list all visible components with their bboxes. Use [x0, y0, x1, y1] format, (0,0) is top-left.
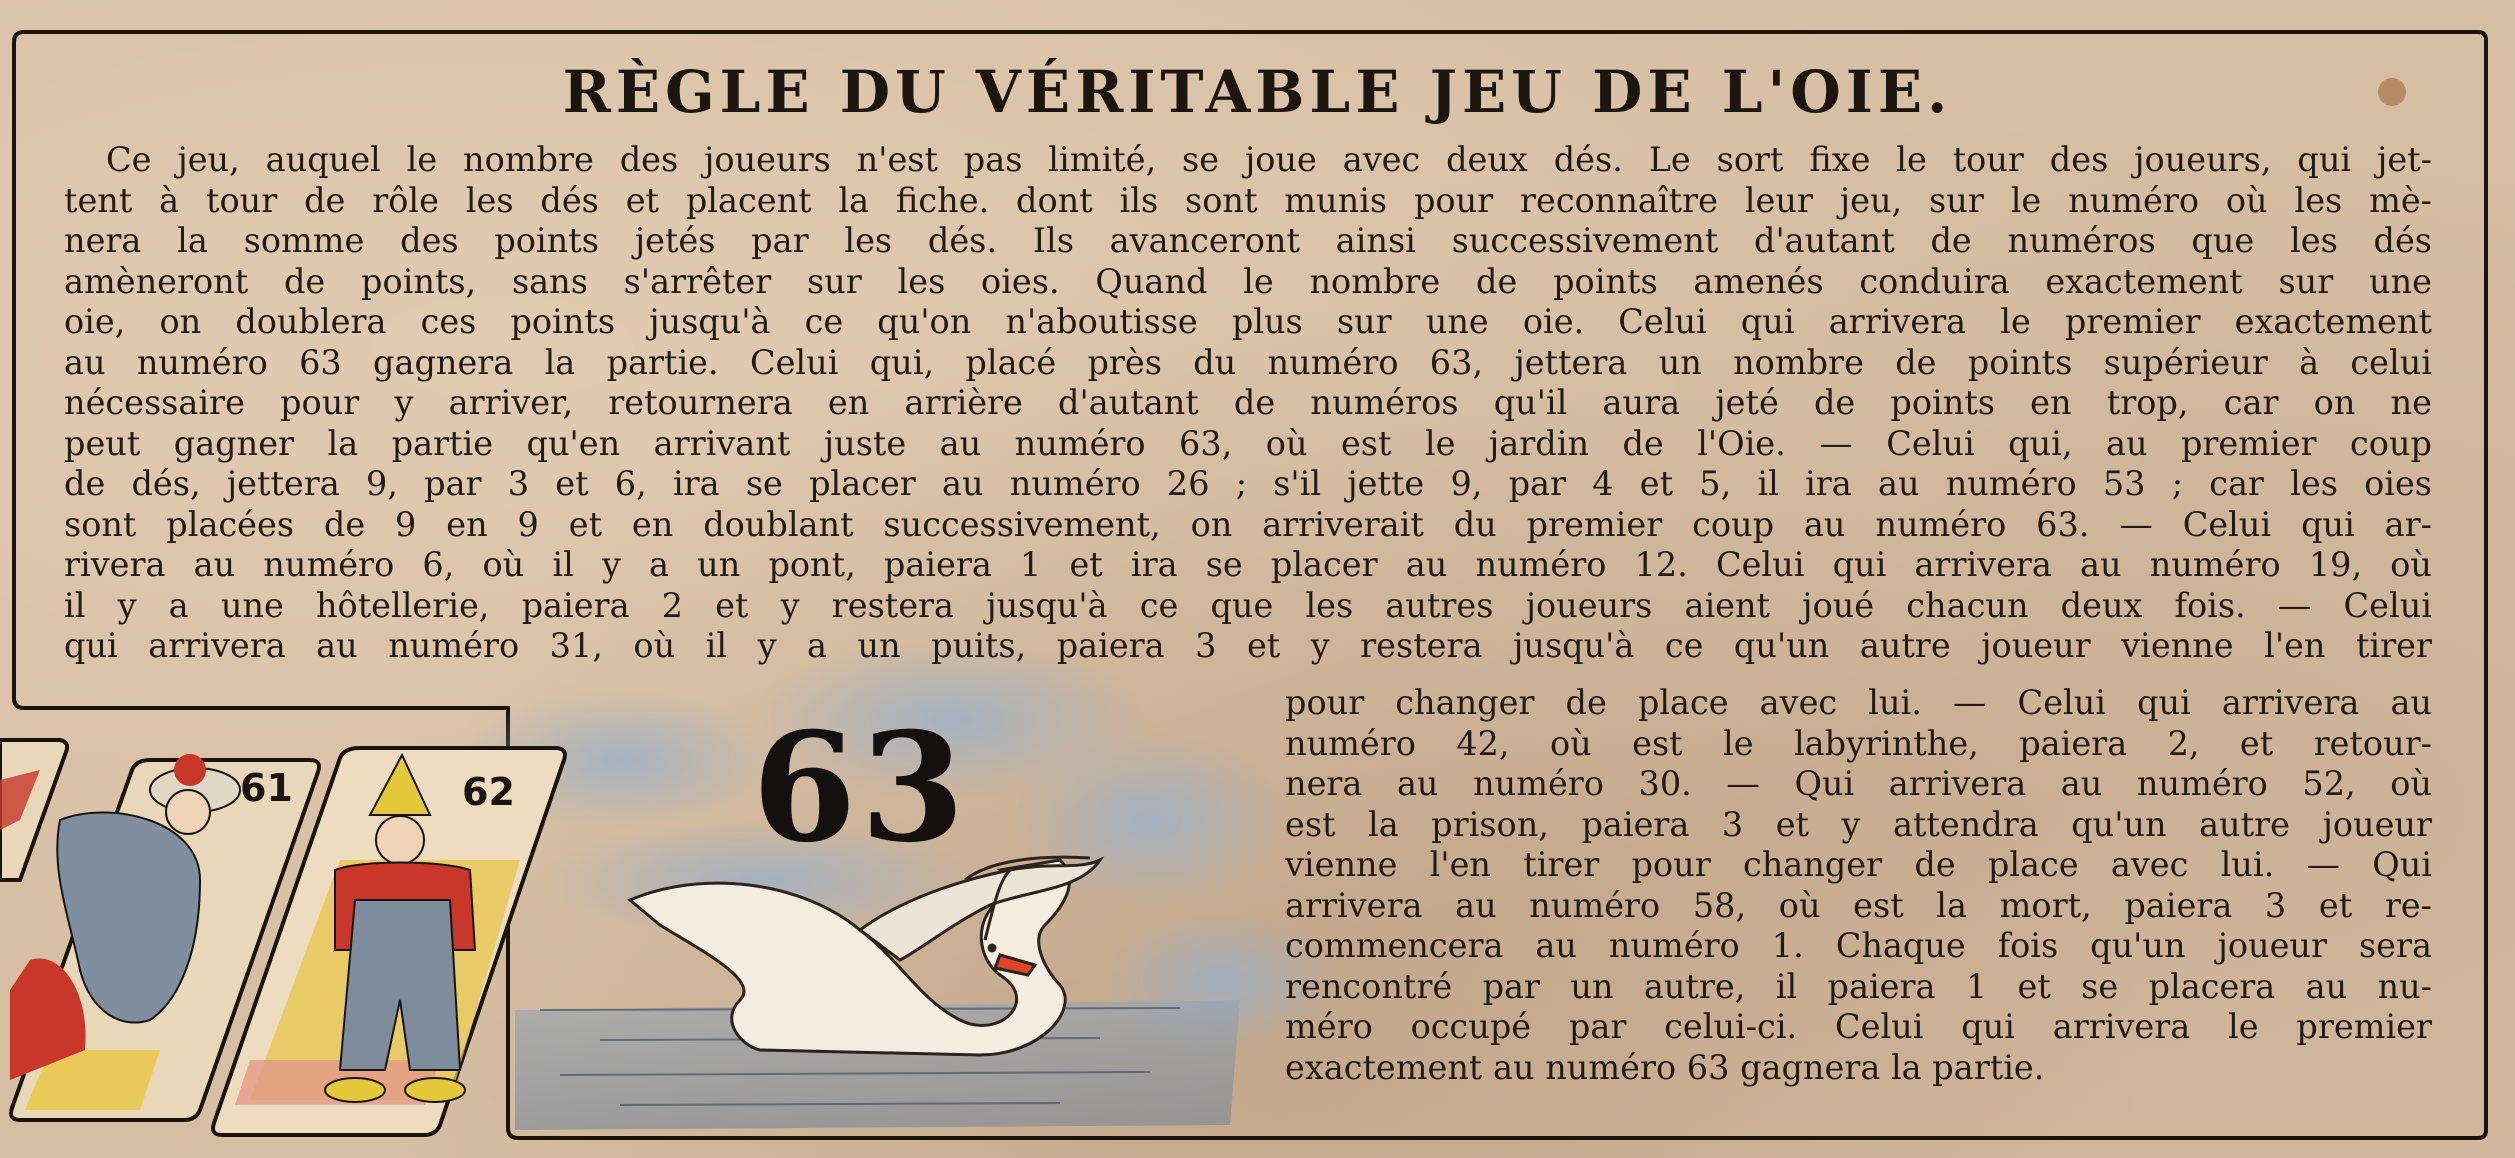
rules-line-right: exactement au numéro 63 gagnera la partie. — [1285, 1047, 2045, 1087]
rules-line-right: numéro 42, où est le labyrinthe, paiera 2, et retour- — [1285, 723, 2432, 763]
rules-line-right: est la prison, paiera 3 et y attendra qu'un autre joueur — [1285, 804, 2432, 844]
rules-line-top: peut gagner la partie qu'en arrivant juste au numéro 63, où est le jardin de l'Oie. — Celui qui, au premier coup — [64, 423, 2432, 463]
rules-line-top: amèneront de points, sans s'arrêter sur les oies. Quand le nombre de points amenés conduira exactement sur une — [64, 261, 2432, 301]
rules-title: RÈGLE DU VÉRITABLE JEU DE L'OIE. — [562, 58, 1953, 126]
rules-line-top: oie, on doublera ces points jusqu'à ce qu'on n'aboutisse plus sur une oie. Celui qui arrivera le premier exactement — [64, 302, 2432, 341]
rules-line-top: au numéro 63 gagnera la partie. Celui qui, placé près du numéro 63, jettera un nombre de points supérieur à celui — [64, 342, 2432, 382]
card-number-61: 61 — [240, 766, 293, 810]
rules-line-top: qui arrivera au numéro 31, où il y a un puits, paiera 3 et y restera jusqu'à ce qu'un autre joueur vienne l'en tirer — [64, 626, 2432, 665]
rules-line-right: nera au numéro 30. — Qui arrivera au numéro 52, où — [1285, 764, 2432, 803]
rules-line-top: nera la somme des points jetés par les dés. Ils avanceront ainsi successivement d'autant de numéros que les dés — [64, 221, 2432, 260]
rules-line-top: tent à tour de rôle les dés et placent la fiche. dont ils sont munis pour reconnaître leur jeu, sur le numéro où les mè- — [64, 180, 2432, 220]
rules-line-right: commencera au numéro 1. Chaque fois qu'un joueur sera — [1285, 926, 2432, 965]
card-number-62: 62 — [462, 770, 515, 814]
rules-line-top: nécessaire pour y arriver, retournera en arrière d'autant de numéros qu'il aura jeté de points en trop, car on ne — [64, 383, 2432, 422]
rules-line-right: pour changer de place avec lui. — Celui qui arrivera au — [1285, 683, 2432, 722]
square-number-63: 63 — [752, 700, 969, 876]
rules-line-top: Ce jeu, auquel le nombre des joueurs n'est pas limité, se joue avec deux dés. Le sort fixe le tour des joueurs, qui jet- — [106, 140, 2432, 179]
rules-line-top: sont placées de 9 en 9 et en doublant successivement, on arriverait du premier coup au numéro 63. — Celui qui ar- — [64, 504, 2432, 544]
rules-line-top: de dés, jettera 9, par 3 et 6, ira se placer au numéro 26 ; s'il jette 9, par 4 et 5, il ira au numéro 53 ; car les oies — [64, 464, 2432, 503]
rules-line-right: rencontré par un autre, il paiera 1 et se placera au nu- — [1285, 966, 2432, 1006]
rules-line-right: vienne l'en tirer pour changer de place avec lui. — Qui — [1285, 845, 2432, 884]
rules-line-right: arrivera au numéro 58, où est la mort, paiera 3 et re- — [1285, 885, 2432, 925]
rules-line-right: méro occupé par celui-ci. Celui qui arrivera le premier — [1285, 1007, 2432, 1046]
rules-line-top: rivera au numéro 6, où il y a un pont, paiera 1 et ira se placer au numéro 12. Celui qui arrivera au numéro 19, où — [64, 545, 2432, 584]
rules-line-top: il y a une hôtellerie, paiera 2 et y restera jusqu'à ce que les autres joueurs aient joué chacun deux fois. — Celui — [64, 585, 2432, 625]
